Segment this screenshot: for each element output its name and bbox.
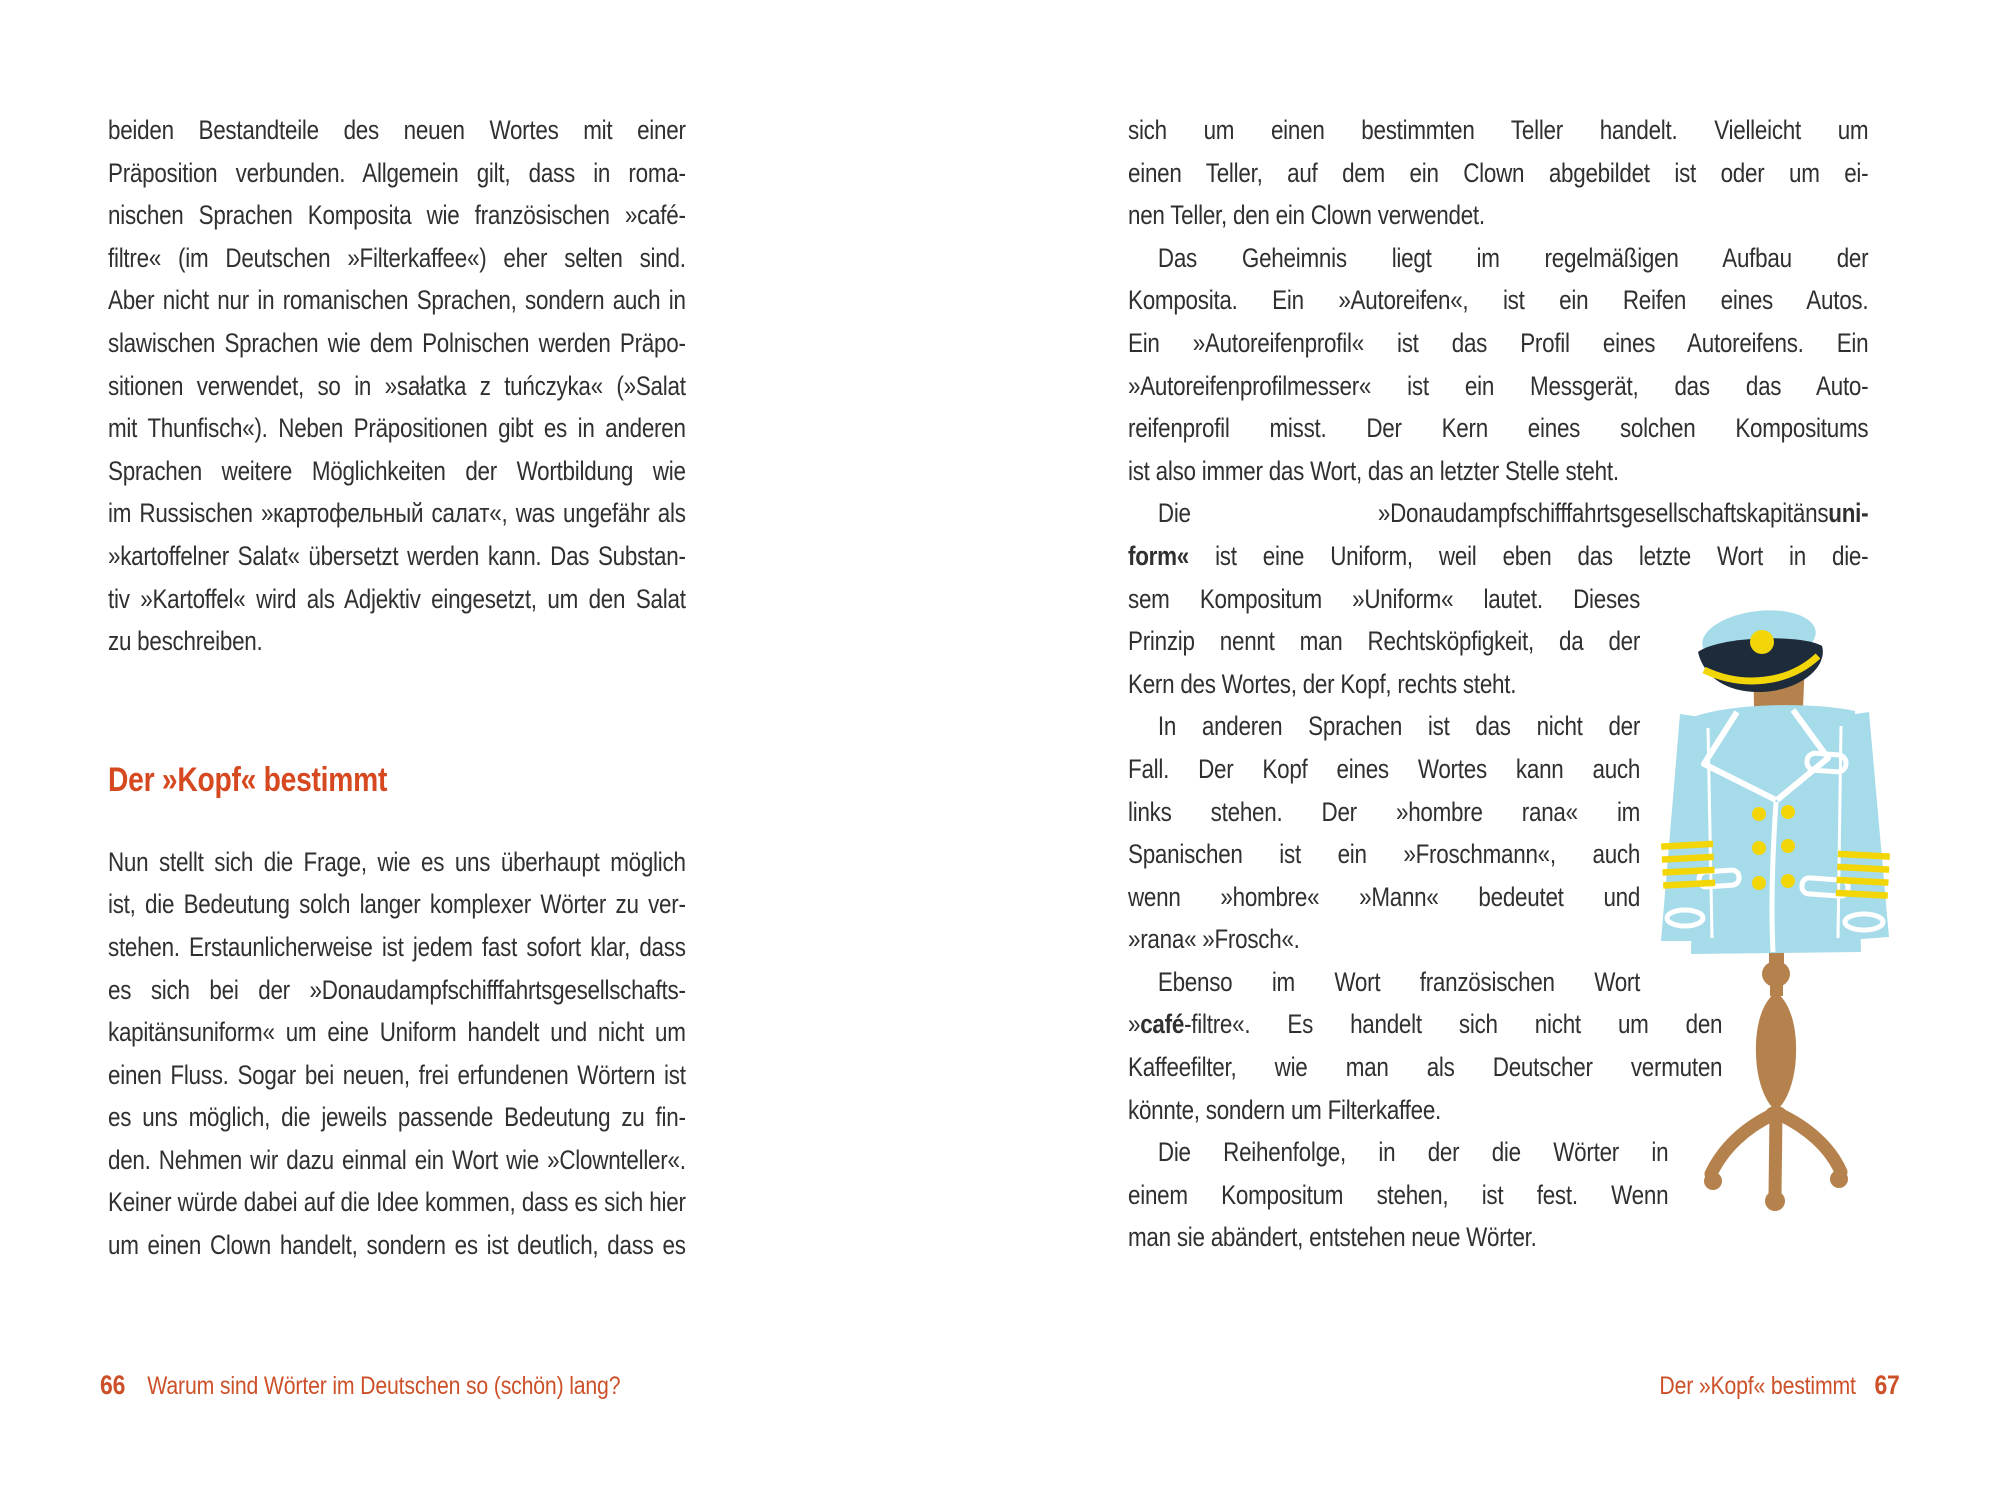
text-line: Das Geheimnis liegt im regelmäßigen Aufbau der — [1157, 242, 1869, 273]
text-line: im Russischen »картофельный салат«, was ungefähr als — [108, 498, 686, 529]
text-line: tiv »Kartoffel« wird als Adjektiv eingesetzt, um den Salat — [108, 583, 686, 614]
running-title-left: Warum sind Wörter im Deutschen so (schön) lang? — [147, 1372, 621, 1400]
text-line: man sie abändert, entstehen neue Wörter. — [1128, 1222, 1537, 1253]
text-line: es sich bei der »Donaudampfschifffahrtsgesellschafts- — [108, 974, 686, 1005]
text-line: Aber nicht nur in romanischen Sprachen, sondern auch in — [108, 285, 686, 316]
left-page-text-column — [108, 109, 686, 1267]
paragraph — [1128, 237, 1868, 493]
page-number-right: 67 — [1874, 1370, 1900, 1400]
text-line: kapitänsuniform« um eine Uniform handelt und nicht um — [108, 1017, 686, 1048]
text-line: »kartoffelner Salat« übersetzt werden kann. Das Substan- — [108, 540, 686, 571]
text-line: form« ist eine Uniform, weil eben das letzte Wort in die- — [1128, 540, 1869, 571]
text-line: könnte, sondern um Filterkaffee. — [1128, 1094, 1442, 1125]
page-number-left: 66 — [100, 1370, 126, 1400]
text-line: einem Kompositum stehen, ist fest. Wenn — [1128, 1179, 1669, 1210]
text-line: nischen Sprachen Komposita wie französischen »café- — [108, 200, 686, 231]
captain-hat-icon — [1698, 604, 1823, 692]
section-heading: Der »Kopf« bestimmt — [108, 760, 388, 799]
paragraph — [108, 841, 686, 1267]
text-line: Fall. Der Kopf eines Wortes kann auch — [1128, 753, 1641, 784]
text-line: In anderen Sprachen ist das nicht der — [1157, 711, 1641, 742]
text-line: Kern des Wortes, der Kopf, rechts steht. — [1128, 668, 1517, 699]
paragraph — [1128, 109, 1868, 237]
text-line: mit Thunfisch«). Neben Präpositionen gibt es in anderen — [108, 413, 686, 444]
text-line: links stehen. Der »hombre rana« im — [1128, 796, 1641, 827]
text-line: slawischen Sprachen wie dem Polnischen werden Präpo- — [108, 327, 686, 358]
text-line: Keiner würde dabei auf die Idee kommen, dass es sich hier — [108, 1187, 686, 1218]
left-page-body-top — [108, 109, 686, 663]
paragraph — [108, 109, 686, 663]
text-line: nen Teller, den ein Clown verwendet. — [1128, 200, 1485, 231]
text-line: stehen. Erstaunlicherweise ist jedem fast sofort klar, dass — [108, 931, 686, 962]
text-line: sich um einen bestimmten Teller handelt. Vielleicht um — [1128, 115, 1869, 145]
text-line: Die Reihenfolge, in der die Wörter in — [1157, 1137, 1669, 1168]
uniform-jacket — [1661, 705, 1890, 954]
text-line: reifenprofil misst. Der Kern eines solchen Kompositums — [1128, 413, 1869, 444]
left-page-footer — [100, 1368, 620, 1403]
text-line: einen Fluss. Sogar bei neuen, frei erfundenen Wörtern ist — [108, 1059, 686, 1090]
text-line: ist, die Bedeutung solch langer komplexer Wörter zu ver- — [108, 889, 686, 920]
text-line: Präposition verbunden. Allgemein gilt, dass in roma- — [108, 157, 686, 188]
text-line: Die »Donaudampfschifffahrtsgesellschaftskapitänsuni- — [1157, 498, 1869, 529]
text-line: Spanischen ist ein »Froschmann«, auch — [1128, 839, 1641, 870]
text-line: wenn »hombre« »Mann« bedeutet und — [1128, 881, 1641, 912]
text-line: filtre« (im Deutschen »Filterkaffee«) eher selten sind. — [108, 242, 686, 273]
left-page-body-bottom — [108, 841, 686, 1267]
text-line: zu beschreiben. — [108, 626, 263, 657]
text-line: sem Kompositum »Uniform« lautet. Dieses — [1128, 583, 1641, 614]
text-line: Nun stellt sich die Frage, wie es uns überhaupt möglich — [108, 846, 686, 877]
text-line: Sprachen weitere Möglichkeiten der Wortbildung wie — [108, 455, 686, 486]
right-page-footer — [1660, 1368, 1900, 1403]
text-line: Ein »Autoreifenprofil« ist das Profil eines Autoreifens. Ein — [1128, 327, 1869, 358]
coat-stand — [1704, 948, 1848, 1211]
text-line: Kaffeefilter, wie man als Deutscher vermuten — [1128, 1052, 1723, 1083]
text-line: einen Teller, auf dem ein Clown abgebildet ist oder um ei- — [1128, 157, 1869, 188]
text-line: sitionen verwendet, so in »sałatka z tuńczyka« (»Salat — [108, 370, 686, 401]
text-line: Komposita. Ein »Autoreifen«, ist ein Reifen eines Autos. — [1128, 285, 1869, 316]
text-line: »Autoreifenprofilmesser« ist ein Messgerät, das das Auto- — [1128, 370, 1869, 401]
text-line: es uns möglich, die jeweils passende Bedeutung zu fin- — [108, 1102, 686, 1133]
text-line: ist also immer das Wort, das an letzter Stelle steht. — [1128, 455, 1619, 486]
text-line: »rana« »Frosch«. — [1128, 924, 1300, 955]
text-line: um einen Clown handelt, sondern es ist deutlich, dass es — [108, 1230, 686, 1261]
text-line: den. Nehmen wir dazu einmal ein Wort wie »Clownteller«. — [108, 1144, 686, 1175]
running-title-right: Der »Kopf« bestimmt — [1659, 1372, 1857, 1400]
text-line: Ebenso im Wort französischen Wort — [1157, 966, 1641, 997]
text-line: »café-filtre«. Es handelt sich nicht um den — [1128, 1009, 1723, 1040]
text-line: beiden Bestandteile des neuen Wortes mit einer — [108, 115, 686, 145]
text-line: Prinzip nennt man Rechtsköpfigkeit, da der — [1128, 626, 1641, 657]
captain-uniform-illustration — [1640, 600, 1910, 1240]
